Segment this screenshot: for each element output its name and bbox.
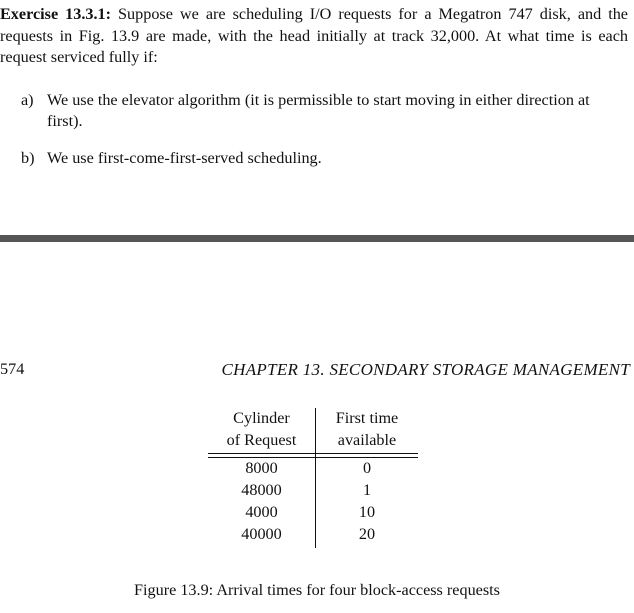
exercise-paragraph — [0, 4, 628, 69]
row-4-cylinder: 40000 — [241, 525, 282, 543]
page-number: 574 — [0, 360, 25, 378]
row-1-cylinder: 8000 — [245, 459, 278, 477]
exercise-item-a — [21, 90, 625, 132]
exercise-label: Exercise 13.3.1: — [0, 5, 112, 23]
exercise-body: Suppose we are scheduling I/O requests for a Megatron 747 disk, and the requests in Fig. 13.9 are made, with the head initially at track 32,000. At what time is each request serviced fully if: — [0, 5, 628, 66]
item-b-marker: b) — [21, 149, 35, 167]
figure-table — [208, 408, 418, 550]
header-time-line2: available — [337, 431, 397, 449]
item-a-marker: a) — [21, 91, 34, 109]
row-2-cylinder: 48000 — [241, 481, 282, 499]
exercise-item-b — [21, 148, 625, 169]
item-a-text: We use the elevator algorithm (it is permissible to start moving in either direction at first). — [47, 91, 590, 130]
item-b-text: We use first-come-first-served scheduling. — [47, 149, 322, 167]
header-cylinder-line2: of Request — [226, 431, 297, 449]
row-3-cylinder: 4000 — [245, 503, 278, 521]
row-2-time: 1 — [362, 481, 372, 499]
table-header-rule-top — [208, 453, 418, 454]
header-time-line1: First time — [335, 409, 399, 427]
page-divider — [0, 235, 634, 242]
row-3-time: 10 — [358, 503, 376, 521]
header-cylinder-line1: Cylinder — [233, 409, 290, 427]
running-head: CHAPTER 13. SECONDARY STORAGE MANAGEMENT — [221, 360, 630, 379]
figure-caption: Figure 13.9: Arrival times for four block-access requests — [134, 581, 500, 599]
row-4-time: 20 — [358, 525, 376, 543]
row-1-time: 0 — [362, 459, 372, 477]
